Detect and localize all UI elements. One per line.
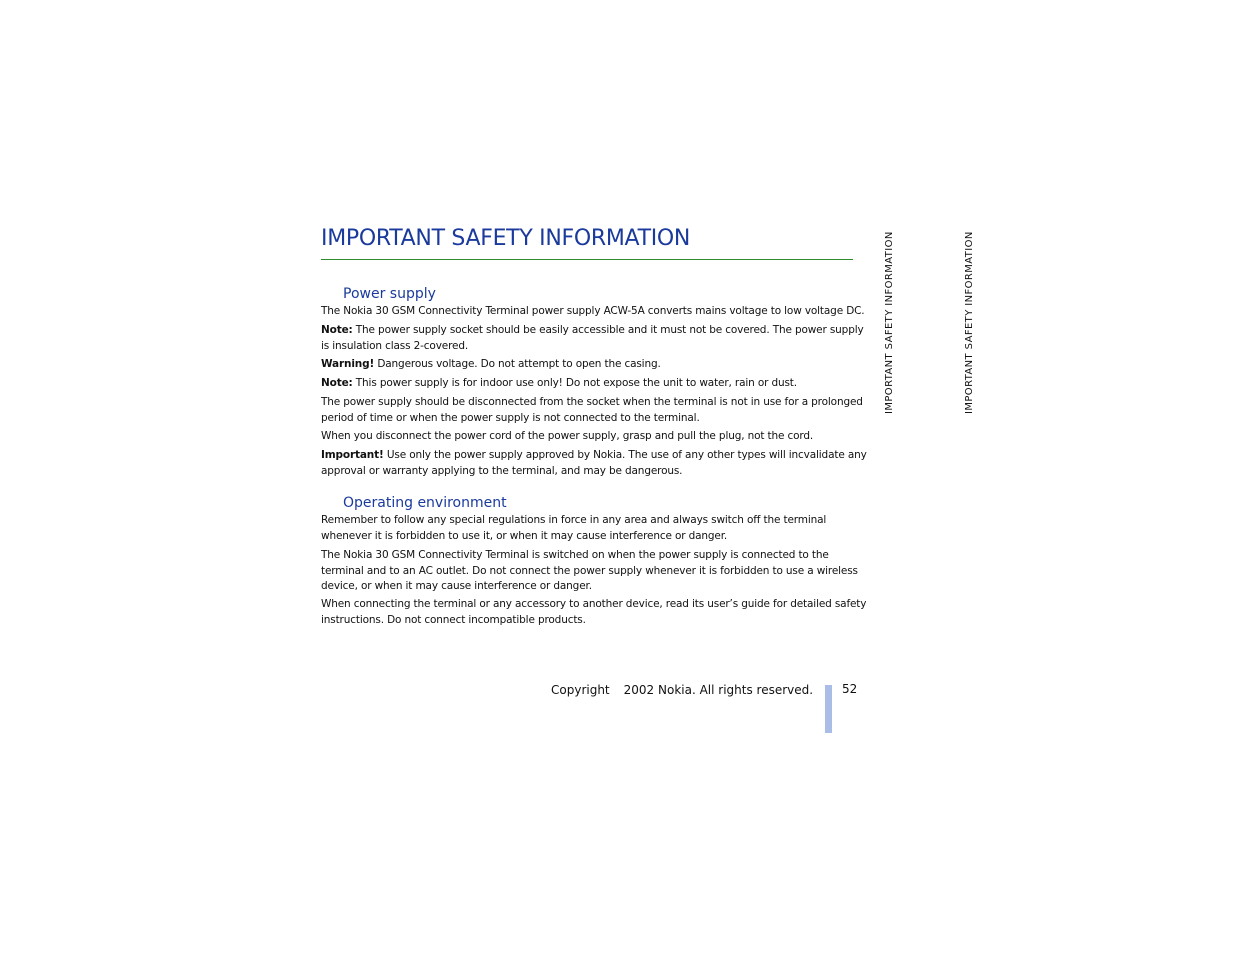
note-label: Note:: [321, 324, 353, 336]
important-approved-supply: [321, 448, 873, 479]
paragraph-terminal-switched-on: The Nokia 30 GSM Connectivity Terminal is switched on when the power supply is connected to the terminal and to an AC outlet. Do not connect the power supply whenever it is forbidden to use a wireless device, or when it may cause interference or danger.: [321, 549, 858, 592]
copyright-word: Copyright: [551, 683, 610, 697]
warning-dangerous-voltage: [321, 357, 873, 373]
side-running-header-outer: IMPORTANT SAFETY INFORMATION: [964, 231, 975, 414]
paragraph-disconnect-cord: When you disconnect the power cord of the power supply, grasp and pull the plug, not the cord.: [321, 430, 814, 442]
section-heading-power-supply: Power supply: [343, 286, 436, 302]
side-running-header: IMPORTANT SAFETY INFORMATION: [884, 231, 895, 414]
page-title: IMPORTANT SAFETY INFORMATION: [321, 226, 691, 251]
paragraph-regulations: Remember to follow any special regulations in force in any area and always switch off the terminal whenever it is forbidden to use it, or when it may cause interference or danger.: [321, 514, 827, 542]
note-socket-accessible: [321, 323, 873, 354]
note-label: Note:: [321, 377, 353, 389]
important-label: Important!: [321, 449, 384, 461]
note-indoor-use: [321, 376, 873, 392]
note-text: This power supply is for indoor use only! Do not expose the unit to water, rain or dust.: [352, 377, 797, 389]
footer-copyright: [551, 683, 813, 697]
paragraph-disconnect-socket: The power supply should be disconnected from the socket when the terminal is not in use for a prolonged period of time or when the power supply is not connected to the terminal.: [321, 396, 863, 424]
copyright-text: 2002 Nokia. All rights reserved.: [623, 683, 814, 697]
important-text: Use only the power supply approved by Nokia. The use of any other types will incvalidate any approval or warranty applying to the terminal, and may be dangerous.: [321, 449, 867, 477]
page-number: 52: [842, 682, 858, 696]
section-heading-operating-environment: Operating environment: [343, 495, 507, 511]
paragraph-power-supply-intro: The Nokia 30 GSM Connectivity Terminal power supply ACW-5A converts mains voltage to low voltage DC.: [321, 305, 865, 317]
paragraph-connecting-devices: When connecting the terminal or any accessory to another device, read its user’s guide for detailed safety instructions. Do not connect incompatible products.: [321, 598, 867, 626]
title-divider: [321, 259, 853, 260]
warning-label: Warning!: [321, 358, 375, 370]
page-number-bar: [825, 685, 832, 733]
warning-text: Dangerous voltage. Do not attempt to open the casing.: [374, 358, 661, 370]
note-text: The power supply socket should be easily accessible and it must not be covered. The power supply is insulation class 2-covered.: [321, 324, 864, 352]
